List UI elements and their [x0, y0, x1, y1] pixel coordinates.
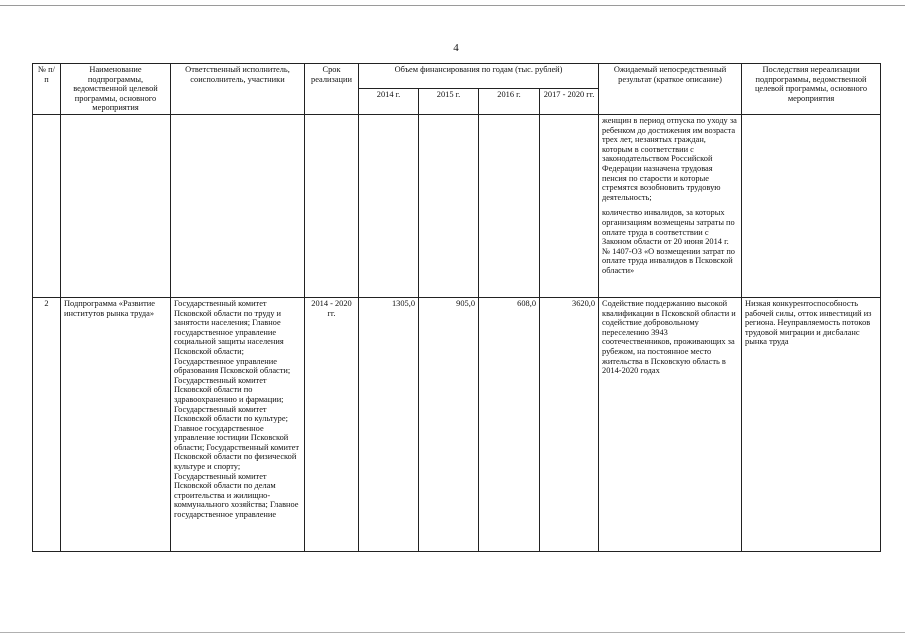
table-row [33, 297, 881, 551]
header-term: Срок реализации [305, 64, 359, 115]
header-year: 2017 - 2020 гг. [540, 89, 599, 114]
cell-value: 3620,0 [540, 297, 599, 551]
cell-num [33, 114, 61, 297]
cell-value [359, 114, 419, 297]
cell-value: 1305,0 [359, 297, 419, 551]
cell-num: 2 [33, 297, 61, 551]
result-paragraph: количество инвалидов, за которых организациям возмещены затраты по оплате труда в соответствии с Законом области от 20 июня 2014 г. № 1407-ОЗ «О возмещении затрат по оплате труда инвалидов в Псковской области» [602, 208, 735, 275]
header-num: № п/п [33, 64, 61, 115]
header-financing: Объем финансирования по годам (тыс. рублей) [359, 64, 599, 89]
header-executor: Ответственный исполнитель, соисполнитель, участники [171, 64, 305, 115]
cell-result [599, 114, 742, 297]
program-table [32, 63, 881, 552]
cell-value: 905,0 [419, 297, 479, 551]
page-number: 4 [453, 42, 459, 54]
cell-value [540, 114, 599, 297]
result-paragraph: женщин в период отпуска по уходу за ребенком до достижения им возраста трех лет, незанятых граждан, которым в соответствии с законодательством Российской Федерации назначена трудовая пенсия по старости и которые стремятся возобновить трудовую деятельность; [602, 115, 737, 202]
header-year: 2014 г. [359, 89, 419, 114]
header-consequences: Последствия нереализации подпрограммы, ведомственной целевой программы, основного мероприятия [742, 64, 881, 115]
cell-term: 2014 - 2020 гг. [305, 297, 359, 551]
cell-name: Подпрограмма «Развитие институтов рынка труда» [61, 297, 171, 551]
header-year: 2016 г. [479, 89, 540, 114]
cell-consequences: Низкая конкурентоспособность рабочей силы, отток инвестиций из региона. Неуправляемость потоков трудовой миграции и дисбаланс рынка труда [742, 297, 881, 551]
cell-value [479, 114, 540, 297]
cell-value [419, 114, 479, 297]
table-row [33, 114, 881, 297]
cell-consequences [742, 114, 881, 297]
header-name: Наименование подпрограммы, ведомственной целевой программы, основного мероприятия [61, 64, 171, 115]
header-year: 2015 г. [419, 89, 479, 114]
cell-result [599, 297, 742, 551]
cell-executor [171, 114, 305, 297]
header-result: Ожидаемый непосредственный результат (краткое описание) [599, 64, 742, 115]
cell-term [305, 114, 359, 297]
scan-edge-top [0, 5, 905, 6]
cell-executor: Государственный комитет Псковской области по труду и занятости населения; Главное государственное управление социальной защиты населения Псковской области; Государственное управление образования Псковской области; Государственный комитет Псковской области по здравоохранению и фармации; Государственный комитет Псковской области по культуре; Главное государственное управление юстиции Псковской области; Государственный комитет Псковской области по физической культуре и спорту; Государственный комитет Псковской области по делам строительства и жилищно-коммунального хозяйства; Главное государственное управление [171, 297, 305, 551]
scan-edge-bottom [0, 632, 905, 633]
cell-name [61, 114, 171, 297]
cell-value: 608,0 [479, 297, 540, 551]
result-paragraph: Содействие поддержанию высокой квалификации в Псковской области и содействие добровольному переселению 3943 соотечественников, проживающих за рубежом, на постоянное место жительства в Псковскую область в 2014-2020 годах [602, 298, 736, 376]
